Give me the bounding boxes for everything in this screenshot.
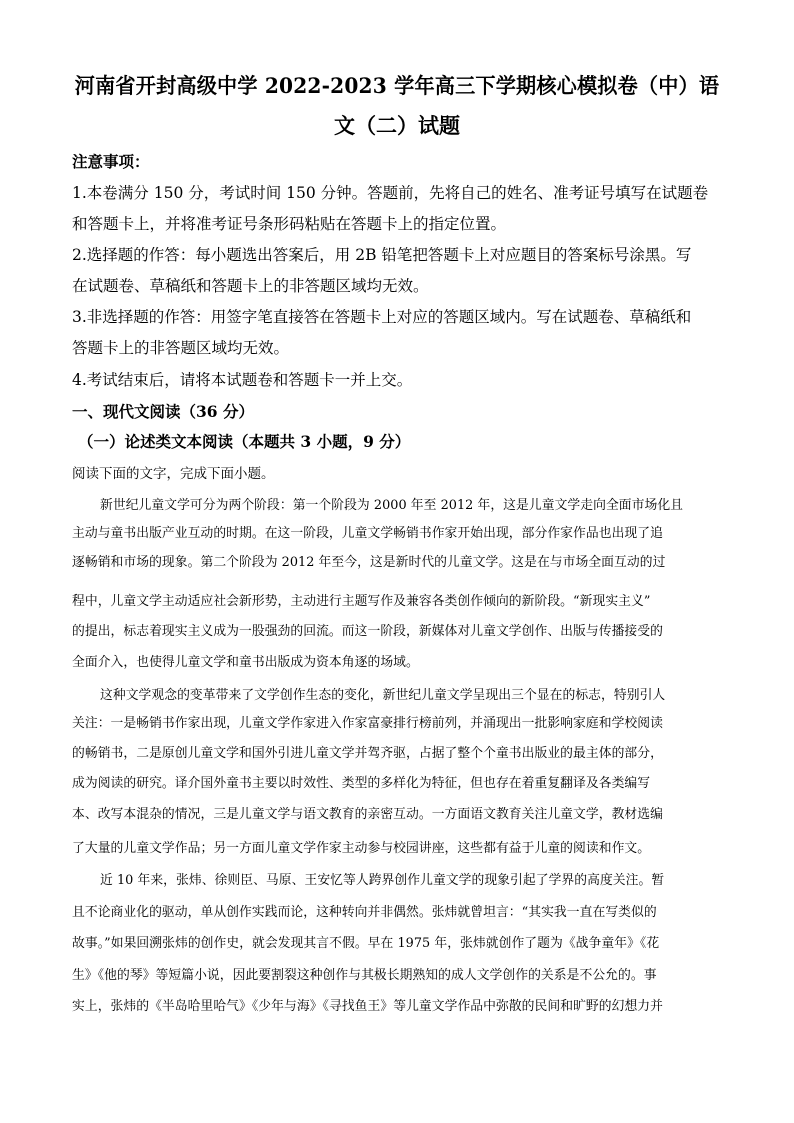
passage-line: 逐畅销和市场的现象。第二个阶段为 2012 年至今，这是新时代的儿童文学。这是在与市场全面互动的过 <box>72 555 666 570</box>
notice-line: 答题卡上的非答题区域均无效。 <box>72 339 290 357</box>
passage-line: 主动与童书出版产业互动的时期。在这一阶段，儿童文学畅销书作家开始出现，部分作家作品也出现了追 <box>72 526 663 541</box>
passage-line: 程中，儿童文学主动适应社会新形势，主动进行主题写作及兼容各类创作倾向的新阶段。“新现实主义” <box>72 594 651 609</box>
passage-line: 的提出，标志着现实主义成为一股强劲的回流。而这一阶段，新媒体对儿童文学创作、出版与传播接受的 <box>72 624 663 639</box>
passage-line: 成为阅读的研究。译介国外童书主要以时效性、类型的多样化为特征，但也存在着重复翻译及各类编写 <box>72 776 651 791</box>
passage-line: 这种文学观念的变革带来了文学创作生态的变化，新世纪儿童文学呈现出三个显在的标志，特别引人 <box>100 688 666 703</box>
passage-line: 且不论商业化的驱动，单从创作实践而论，这种转向并非偶然。张炜就曾坦言：“其实我一直在写类似的 <box>72 905 657 920</box>
passage-line: 全面介入，也使得儿童文学和童书出版成为资本角逐的场域。 <box>72 655 419 670</box>
notice-line: 在试题卷、草稿纸和答题卡上的非答题区域均无效。 <box>72 277 429 295</box>
passage-line: 本、改写本混杂的情况，三是儿童文学与语文教育的亲密互动。一方面语文教育关注儿童文学，教材选编 <box>72 807 663 822</box>
exam-title-line-2: 文（二）试题 <box>334 113 460 138</box>
section-subheading: （一）论述类文本阅读（本题共 3 小题，9 分） <box>78 432 411 451</box>
passage-line: 关注：一是畅销书作家出现，儿童文学作家进入作家富豪排行榜前列，并涌现出一批影响家庭和学校阅读 <box>72 716 663 731</box>
passage-line: 近 10 年来，张炜、徐则臣、马原、王安忆等人跨界创作儿童文学的现象引起了学界的高度关注。暂 <box>100 873 665 888</box>
passage-line: 生》《他的琴》等短篇小说，因此要割裂这种创作与其极长期熟知的成人文学创作的关系是不公允的。事 <box>72 968 657 983</box>
passage-line: 新世纪儿童文学可分为两个阶段：第一个阶段为 2000 年至 2012 年，这是儿童文学走向全面市场化且 <box>100 498 684 513</box>
notice-line: 3.非选择题的作答：用签字笔直接答在答题卡上对应的答题区域内。写在试题卷、草稿纸和 <box>72 308 692 326</box>
notice-line: 和答题卡上，并将准考证号条形码粘贴在答题卡上的指定位置。 <box>72 215 507 233</box>
exam-title-line-1: 河南省开封高级中学 2022-2023 学年高三下学期核心模拟卷（中）语 <box>74 73 720 98</box>
passage-line: 的畅销书，二是原创儿童文学和国外引进儿童文学并驾齐驱，占据了整个个童书出版业的最主体的部分， <box>72 746 663 761</box>
notice-line: 2.选择题的作答：每小题选出答案后，用 2B 铅笔把答题卡上对应题目的答案标号涂黑。写 <box>72 246 692 264</box>
section-heading: 一、现代文阅读（36 分） <box>72 402 254 421</box>
notice-line: 1.本卷满分 150 分，考试时间 150 分钟。答题前，先将自己的姓名、准考证号填写在试题卷 <box>72 184 709 202</box>
passage-line: 了大量的儿童文学作品；另一方面儿童文学作家主动参与校园讲座，这些都有益于儿童的阅读和作文。 <box>72 841 651 856</box>
notice-line: 4.考试结束后，请将本试题卷和答题卡一并上交。 <box>72 371 413 389</box>
passage-line: 故事。”如果回溯张炜的创作史，就会发现其言不假。早在 1975 年，张炜就创作了题为《战争童年》《花 <box>72 936 660 951</box>
passage-line: 实上，张炜的《半岛哈里哈气》《少年与海》《寻找鱼王》等儿童文学作品中弥散的民间和旷野的幻想力并 <box>72 999 664 1014</box>
reading-instruction: 阅读下面的文字，完成下面小题。 <box>72 466 275 482</box>
notice-heading: 注意事项： <box>72 152 150 171</box>
